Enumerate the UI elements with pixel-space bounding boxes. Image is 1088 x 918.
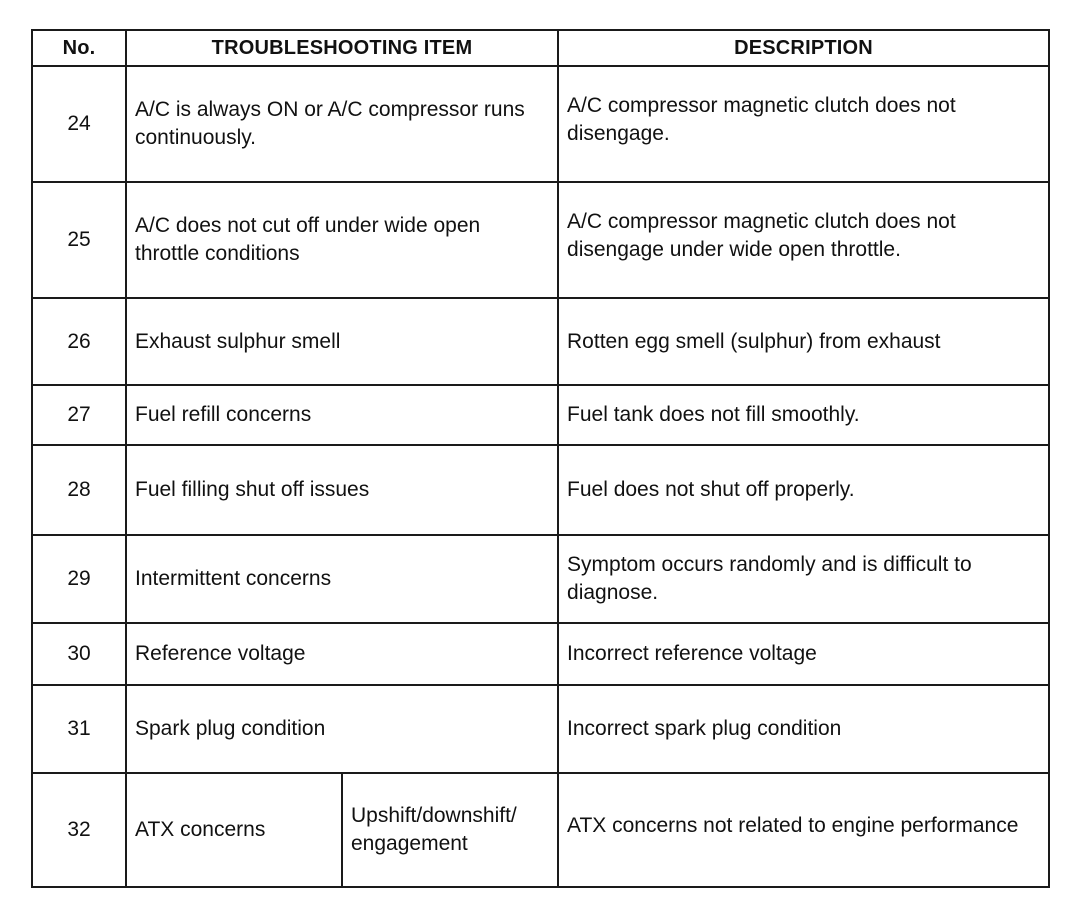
row-number: 31 <box>32 685 126 773</box>
troubleshooting-item: Exhaust sulphur smell <box>126 298 558 385</box>
description: Incorrect spark plug condition <box>558 685 1049 773</box>
troubleshooting-item: Fuel filling shut off issues <box>126 445 558 535</box>
description: A/C compressor magnetic clutch does not disengage. <box>558 66 1049 182</box>
troubleshooting-item: Spark plug condition <box>126 685 558 773</box>
troubleshooting-subitem: Upshift/downshift/ engagement <box>342 773 558 887</box>
description: ATX concerns not related to engine performance <box>558 773 1049 887</box>
table-row <box>32 623 1049 685</box>
description: A/C compressor magnetic clutch does not disengage under wide open throttle. <box>558 182 1049 298</box>
table-row <box>32 298 1049 385</box>
row-number: 29 <box>32 535 126 623</box>
troubleshooting-item: ATX concerns <box>126 773 342 887</box>
table-row <box>32 66 1049 182</box>
table-row <box>32 182 1049 298</box>
row-number: 27 <box>32 385 126 445</box>
troubleshooting-table <box>31 29 1050 888</box>
troubleshooting-item: A/C does not cut off under wide open throttle conditions <box>126 182 558 298</box>
row-number: 30 <box>32 623 126 685</box>
description: Rotten egg smell (sulphur) from exhaust <box>558 298 1049 385</box>
table-row <box>32 445 1049 535</box>
troubleshooting-item: Reference voltage <box>126 623 558 685</box>
table-row <box>32 535 1049 623</box>
description: Symptom occurs randomly and is difficult to diagnose. <box>558 535 1049 623</box>
row-number: 28 <box>32 445 126 535</box>
description: Fuel does not shut off properly. <box>558 445 1049 535</box>
table-row <box>32 685 1049 773</box>
table-row <box>32 773 1049 887</box>
header-description: DESCRIPTION <box>558 30 1049 66</box>
row-number: 32 <box>32 773 126 887</box>
troubleshooting-item: A/C is always ON or A/C compressor runs continuously. <box>126 66 558 182</box>
row-number: 24 <box>32 66 126 182</box>
header-troubleshooting-item: TROUBLESHOOTING ITEM <box>126 30 558 66</box>
description: Incorrect reference voltage <box>558 623 1049 685</box>
troubleshooting-item: Fuel refill concerns <box>126 385 558 445</box>
header-no: No. <box>32 30 126 66</box>
description: Fuel tank does not fill smoothly. <box>558 385 1049 445</box>
row-number: 26 <box>32 298 126 385</box>
table-row <box>32 385 1049 445</box>
header-row <box>32 30 1049 66</box>
troubleshooting-item: Intermittent concerns <box>126 535 558 623</box>
row-number: 25 <box>32 182 126 298</box>
